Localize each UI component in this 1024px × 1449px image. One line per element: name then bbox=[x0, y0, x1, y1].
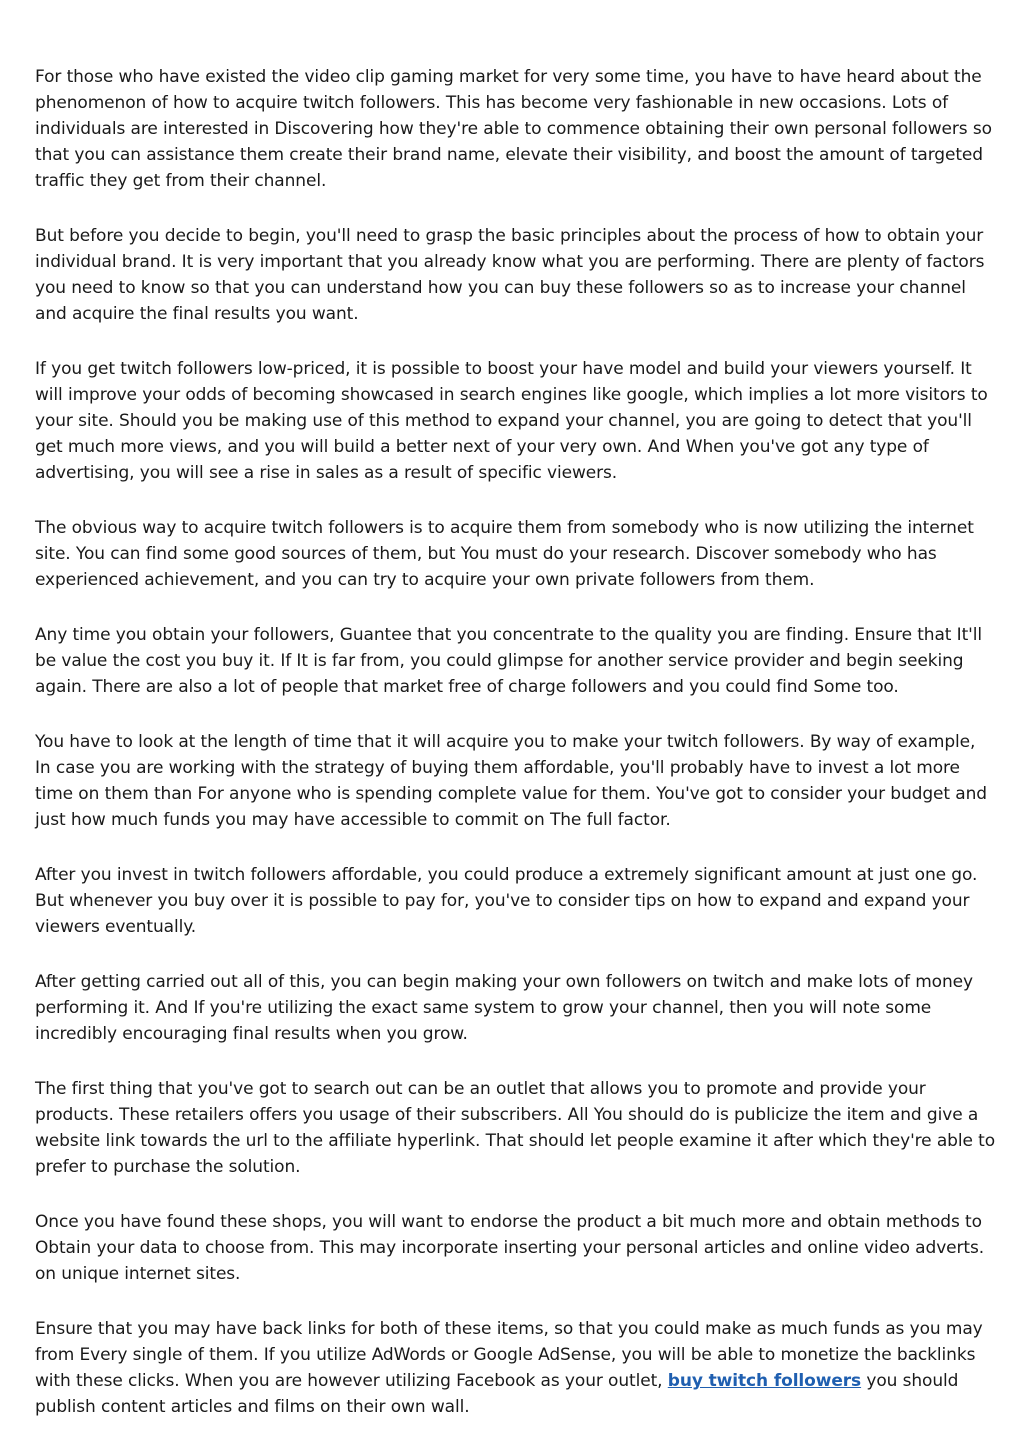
paragraph-text-before-link: Ensure that you may have back links for both of these items, so that you could make as much funds as you may from Every single of them. If you utilize AdWords or Google AdSense, you will be able to monetize the backlinks with these clicks. When you are however utilizing Facebook as your outlet, bbox=[35, 1319, 983, 1391]
paragraph: Any time you obtain your followers, Guantee that you concentrate to the quality you are finding. Ensure that It'll be value the cost you buy it. If It is far from, you could glimpse for another service provider and begin seeking again. There are also a lot of people that market free of charge followers and you could find Some too. bbox=[35, 625, 982, 697]
paragraph-text-after-link: you should publish content articles and films on their own wall. bbox=[35, 1371, 959, 1417]
paragraph: The obvious way to acquire twitch followers is to acquire them from somebody who is now utilizing the internet site. You can find some good sources of them, but You must do your research. Discover somebody who has experienced achievement, and you can try to acquire your own private followers from them. bbox=[35, 518, 974, 590]
buy-twitch-followers-link[interactable]: buy twitch followers bbox=[667, 1371, 862, 1391]
paragraph: But before you decide to begin, you'll need to grasp the basic principles about the process of how to obtain your individual brand. It is very important that you already know what you are performing. There are plenty of factors you need to know so that you can understand how you can buy these followers so as to increase your channel and acquire the final results you want. bbox=[35, 226, 985, 324]
paragraph-with-link bbox=[35, 1316, 995, 1420]
article-body bbox=[35, 64, 995, 1449]
paragraph: Once you have found these shops, you will want to endorse the product a bit much more and obtain methods to Obtain your data to choose from. This may incorporate inserting your personal articles and online video adverts. on unique internet sites. bbox=[35, 1212, 985, 1284]
paragraph: After you invest in twitch followers affordable, you could produce a extremely significant amount at just one go. But whenever you buy over it is possible to pay for, you've to consider tips on how to expand and expand your viewers eventually. bbox=[35, 865, 978, 937]
paragraph: If you get twitch followers low-priced, it is possible to boost your have model and build your viewers yourself. It will improve your odds of becoming showcased in search engines like google, which implies a lot more visitors to your site. Should you be making use of this method to expand your channel, you are going to detect that you'll get much more views, and you will build a better next of your very own. And When you've got any type of advertising, you will see a rise in sales as a result of specific viewers. bbox=[35, 359, 988, 483]
paragraph: You have to look at the length of time that it will acquire you to make your twitch followers. By way of example, In case you are working with the strategy of buying them affordable, you'll probably have to invest a lot more time on them than For anyone who is spending complete value for them. You've got to consider your budget and just how much funds you may have accessible to commit on The full factor. bbox=[35, 732, 987, 830]
paragraph: After getting carried out all of this, you can begin making your own followers on twitch and make lots of money performing it. And If you're utilizing the exact same system to grow your channel, then you will note some incredibly encouraging final results when you grow. bbox=[35, 972, 973, 1044]
paragraph: For those who have existed the video clip gaming market for very some time, you have to have heard about the phenomenon of how to acquire twitch followers. This has become very fashionable in new occasions. Lots of individuals are interested in Discovering how they're able to commence obtaining their own personal followers so that you can assistance them create their brand name, elevate their visibility, and boost the amount of targeted traffic they get from their channel. bbox=[35, 67, 992, 191]
paragraph: The first thing that you've got to search out can be an outlet that allows you to promote and provide your products. These retailers offers you usage of their subscribers. All You should do is publicize the item and give a website link towards the url to the affiliate hyperlink. That should let people examine it after which they're able to prefer to purchase the solution. bbox=[35, 1079, 995, 1177]
